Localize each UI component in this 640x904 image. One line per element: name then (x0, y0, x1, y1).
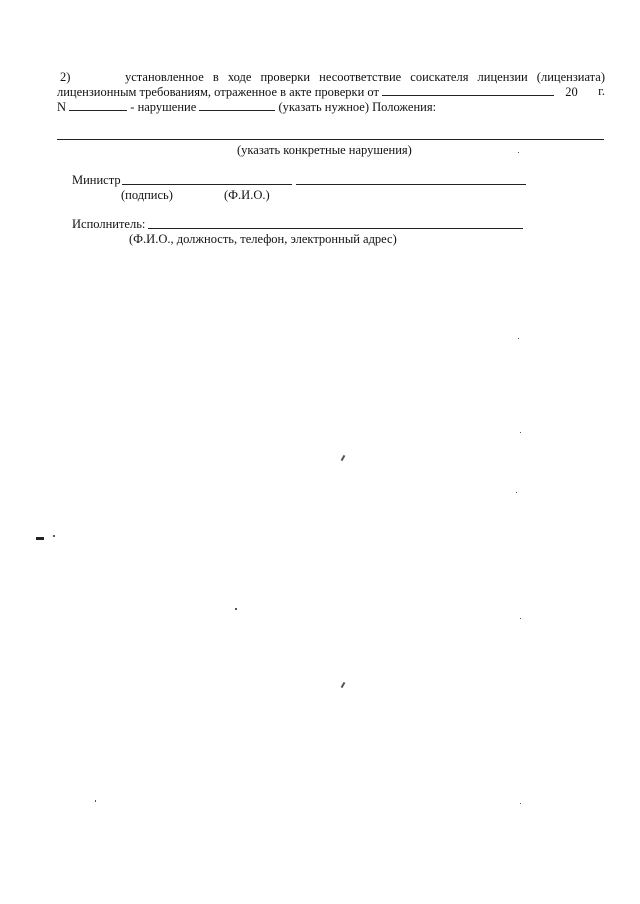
scan-speck (520, 803, 521, 804)
name-hint: (Ф.И.О.) (224, 188, 270, 202)
violation-type-field[interactable] (199, 99, 275, 111)
year-suffix: г. (598, 84, 605, 98)
choose-hint: (указать нужное) Положения: (278, 100, 437, 114)
scan-speck (235, 608, 237, 610)
violation-label: - нарушение (130, 100, 197, 114)
act-number-field[interactable] (69, 99, 127, 111)
executor-details-field[interactable] (148, 228, 523, 229)
scan-speck (518, 152, 519, 153)
scan-speck (520, 432, 521, 433)
item-line-3 (57, 99, 436, 115)
scan-speck (95, 800, 96, 802)
year-label: 20 (565, 85, 578, 99)
executor-details-hint: (Ф.И.О., должность, телефон, электронный адрес) (129, 232, 397, 246)
violations-field[interactable] (57, 139, 604, 140)
violations-hint: (указать конкретные нарушения) (237, 143, 412, 157)
minister-signature-field[interactable] (122, 184, 292, 185)
scan-speck (53, 535, 55, 537)
scan-speck (341, 455, 346, 461)
scan-speck (516, 492, 517, 493)
scan-speck (36, 537, 44, 540)
item-line-2-text: лицензионным требованиям, отраженное в акте проверки от (57, 85, 379, 99)
scan-speck (518, 338, 519, 339)
inspection-date-field[interactable] (382, 84, 554, 96)
signature-hint: (подпись) (121, 188, 173, 202)
number-label: N (57, 100, 67, 114)
item-line-1 (60, 70, 605, 85)
scan-speck (520, 618, 521, 619)
minister-name-field[interactable] (296, 184, 526, 185)
minister-label: Министр (72, 173, 121, 187)
item-line-1-text: установленное в ходе проверки несоответствие соискателя лицензии (лицензиата) (124, 70, 605, 84)
executor-label: Исполнитель: (72, 217, 146, 231)
item-number: 2) (60, 70, 71, 84)
scan-speck (341, 682, 346, 688)
item-line-2 (57, 84, 605, 100)
